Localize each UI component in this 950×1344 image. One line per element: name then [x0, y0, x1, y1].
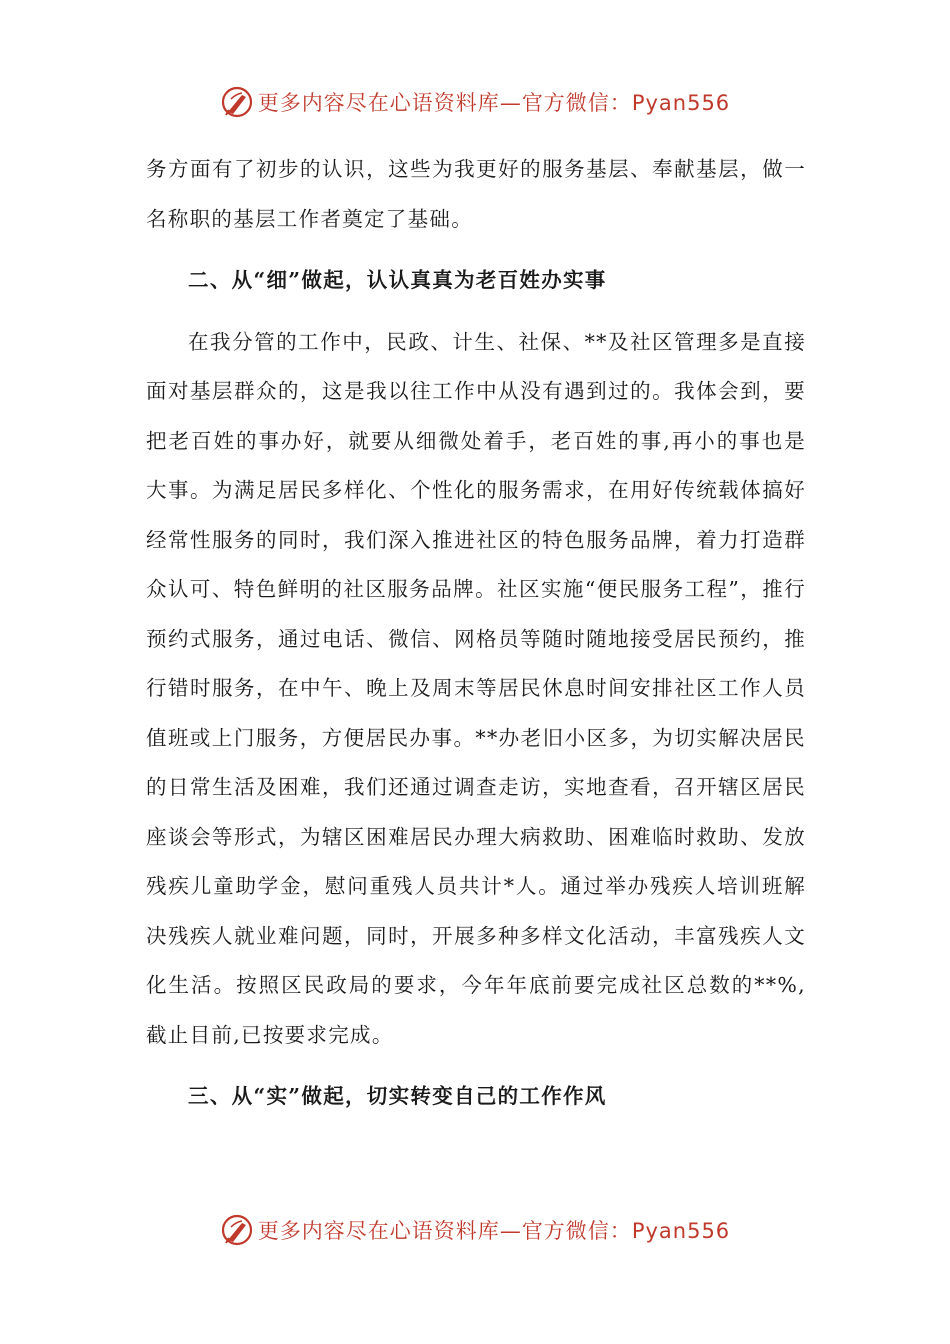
footer-banner [0, 1210, 950, 1250]
section-heading-2: 二、从“细”做起，认认真真为老百姓办实事 [188, 268, 607, 292]
banner-text: 更多内容尽在心语资料库—官方微信：Pyan556 [257, 91, 731, 115]
paragraph-continued: 务方面有了初步的认识，这些为我更好的服务基层、奉献基层，做一名称职的基层工作者奠定了基础。 [146, 157, 806, 231]
section-heading-3: 三、从“实”做起，切实转变自己的工作作风 [188, 1084, 607, 1108]
header-banner [0, 82, 950, 122]
document-body [146, 145, 806, 1122]
pen-logo-icon [220, 85, 254, 119]
banner-text: 更多内容尽在心语资料库—官方微信：Pyan556 [257, 1219, 731, 1243]
pen-logo-icon [220, 1213, 254, 1247]
paragraph-section-2: 在我分管的工作中，民政、计生、社保、**及社区管理多是直接面对基层群众的，这是我以往工作中从没有遇到过的。我体会到，要把老百姓的事办好，就要从细微处着手，老百姓的事,再小的事也是大事。为满足居民多样化、个性化的服务需求，在用好传统载体搞好经常性服务的同时，我们深入推进社区的特色服务品牌，着力打造群众认可、特色鲜明的社区服务品牌。社区实施“便民服务工程”，推行预约式服务，通过电话、微信、网格员等随时随地接受居民预约，推行错时服务，在中午、晚上及周末等居民休息时间安排社区工作人员值班或上门服务，方便居民办事。**办老旧小区多，为切实解决居民的日常生活及困难，我们还通过调查走访，实地查看，召开辖区居民座谈会等形式，为辖区困难居民办理大病救助、困难临时救助、发放残疾儿童助学金，慰问重残人员共计*人。通过举办残疾人培训班解决残疾人就业难问题，同时，开展多种多样文化活动，丰富残疾人文化生活。按照区民政局的要求，今年年底前要完成社区总数的**%,截止目前,已按要求完成。 [146, 329, 806, 1047]
